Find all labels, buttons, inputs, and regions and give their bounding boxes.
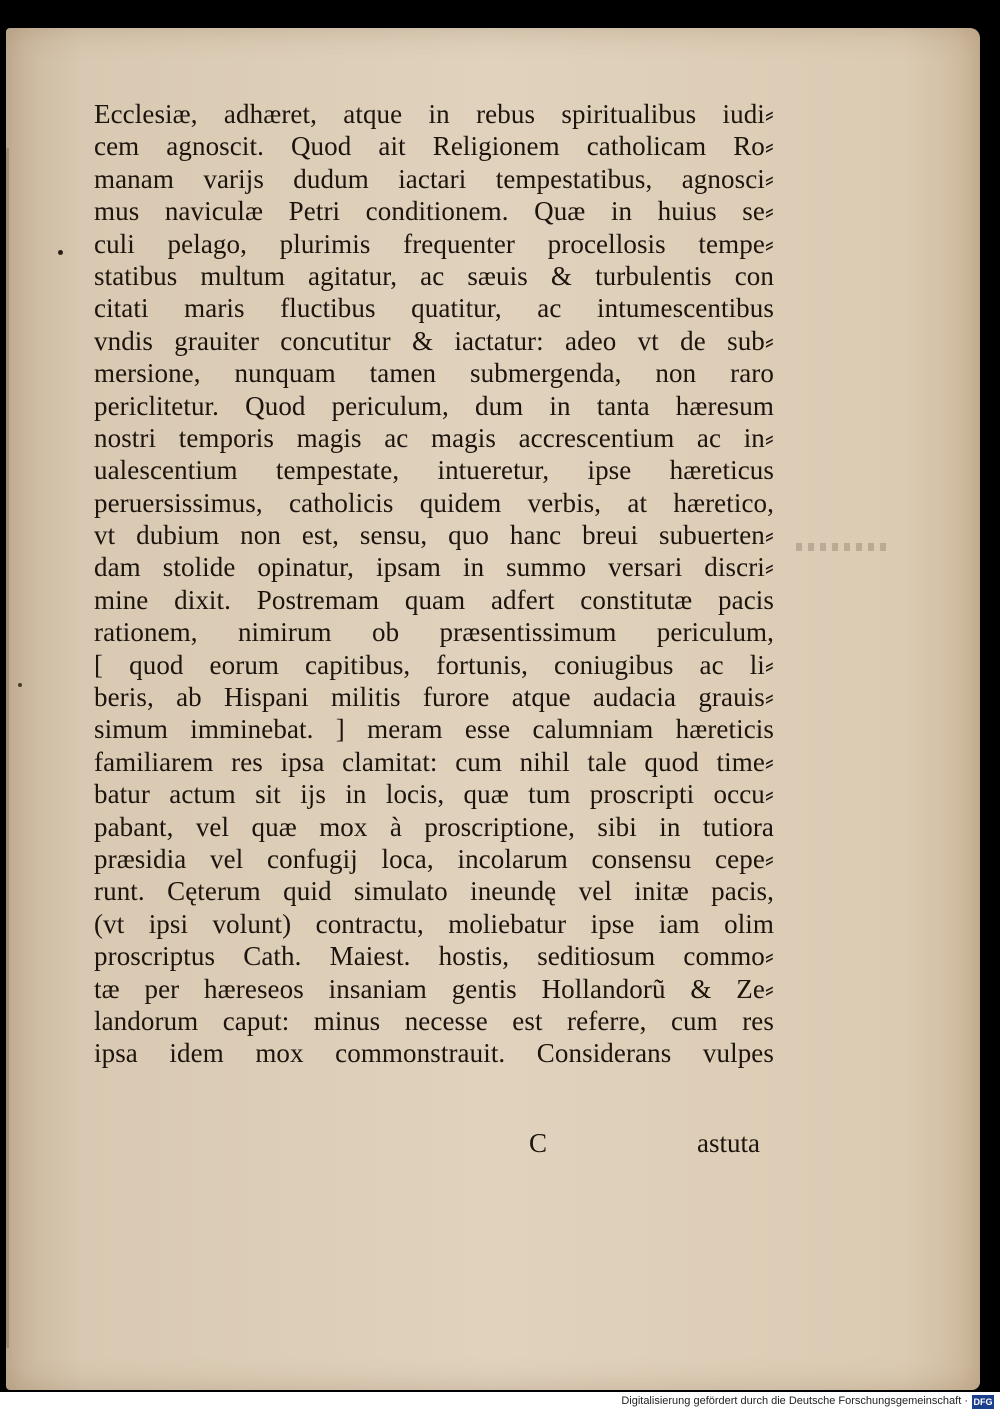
digitization-footer xyxy=(0,1392,1000,1414)
text-line: culi pelago, plurimis frequenter procellosis tempe⸗ xyxy=(94,228,774,259)
text-line: mersione, nunquam tamen submergenda, non raro xyxy=(94,358,774,389)
text-line: landorum caput: minus necesse est referre, cum res xyxy=(94,1005,774,1036)
text-line: beris, ab Hispani militis furore atque audacia grauis⸗ xyxy=(94,682,774,713)
text-line: vndis grauiter concutitur & iactatur: adeo vt de sub⸗ xyxy=(94,325,774,356)
margin-mark xyxy=(58,250,63,255)
dfg-logo: DFG xyxy=(973,1397,993,1407)
text-line: proscriptus Cath. Maiest. hostis, seditiosum commo⸗ xyxy=(94,941,774,972)
text-line: pabant, vel quæ mox à proscriptione, sibi in tutiora xyxy=(94,811,774,842)
text-line: mus naviculæ Petri conditionem. Quæ in huius se⸗ xyxy=(94,196,774,227)
text-line: peruersissimus, catholicis quidem verbis, at hæretico, xyxy=(94,487,774,518)
text-line: ualescentium tempestate, intueretur, ipse hæreticus xyxy=(94,455,774,486)
text-line: (vt ipsi volunt) contractu, moliebatur ipse iam olim xyxy=(94,908,774,939)
text-line: vt dubium non est, sensu, quo hanc breui subuerten⸗ xyxy=(94,520,774,551)
text-line: cem agnoscit. Quod ait Religionem catholicam Ro⸗ xyxy=(94,131,774,162)
text-line: citati maris fluctibus quatitur, ac intumescentibus xyxy=(94,293,774,324)
text-line: mine dixit. Postremam quam adfert constitutæ pacis xyxy=(94,584,774,615)
margin-mark xyxy=(18,683,22,687)
text-line: tæ per hæreseos insaniam gentis Hollandorũ & Ze⸗ xyxy=(94,973,774,1004)
catchword: astuta xyxy=(697,1128,760,1158)
text-line: periclitetur. Quod periculum, dum in tanta hæresum xyxy=(94,390,774,421)
funding-credit: Digitalisierung gefördert durch die Deutsche Forschungsgemeinschaft · xyxy=(621,1395,968,1407)
text-line: [ quod eorum capitibus, fortunis, coniugibus ac li⸗ xyxy=(94,649,774,680)
signature-mark: C xyxy=(529,1128,548,1158)
page-foot xyxy=(94,1128,774,1162)
book-page xyxy=(6,28,980,1390)
ink-bleed-marks xyxy=(796,543,886,551)
text-line: nostri temporis magis ac magis accrescentium ac in⸗ xyxy=(94,422,774,453)
text-line: manam varijs dudum iactari tempestatibus, agnosci⸗ xyxy=(94,163,774,194)
text-line: præsidia vel confugij loca, incolarum consensu cepe⸗ xyxy=(94,843,774,874)
text-line: batur actum sit ijs in locis, quæ tum proscripti occu⸗ xyxy=(94,779,774,810)
text-line: Ecclesiæ, adhæret, atque in rebus spiritualibus iudi⸗ xyxy=(94,99,774,129)
text-line: familiarem res ipsa clamitat: cum nihil tale quod time⸗ xyxy=(94,746,774,777)
body-text xyxy=(94,98,774,1070)
page-edge-shadow xyxy=(6,148,9,1348)
text-line: runt. Cęterum quid simulato ineundę vel initæ pacis, xyxy=(94,876,774,907)
text-line: rationem, nimirum ob præsentissimum periculum, xyxy=(94,617,774,648)
text-line: statibus multum agitatur, ac sæuis & turbulentis con xyxy=(94,260,774,291)
text-line: dam stolide opinatur, ipsam in summo versari discri⸗ xyxy=(94,552,774,583)
text-line: ipsa idem mox commonstrauit. Considerans vulpes xyxy=(94,1038,774,1069)
text-line: simum imminebat. ] meram esse calumniam hæreticis xyxy=(94,714,774,745)
